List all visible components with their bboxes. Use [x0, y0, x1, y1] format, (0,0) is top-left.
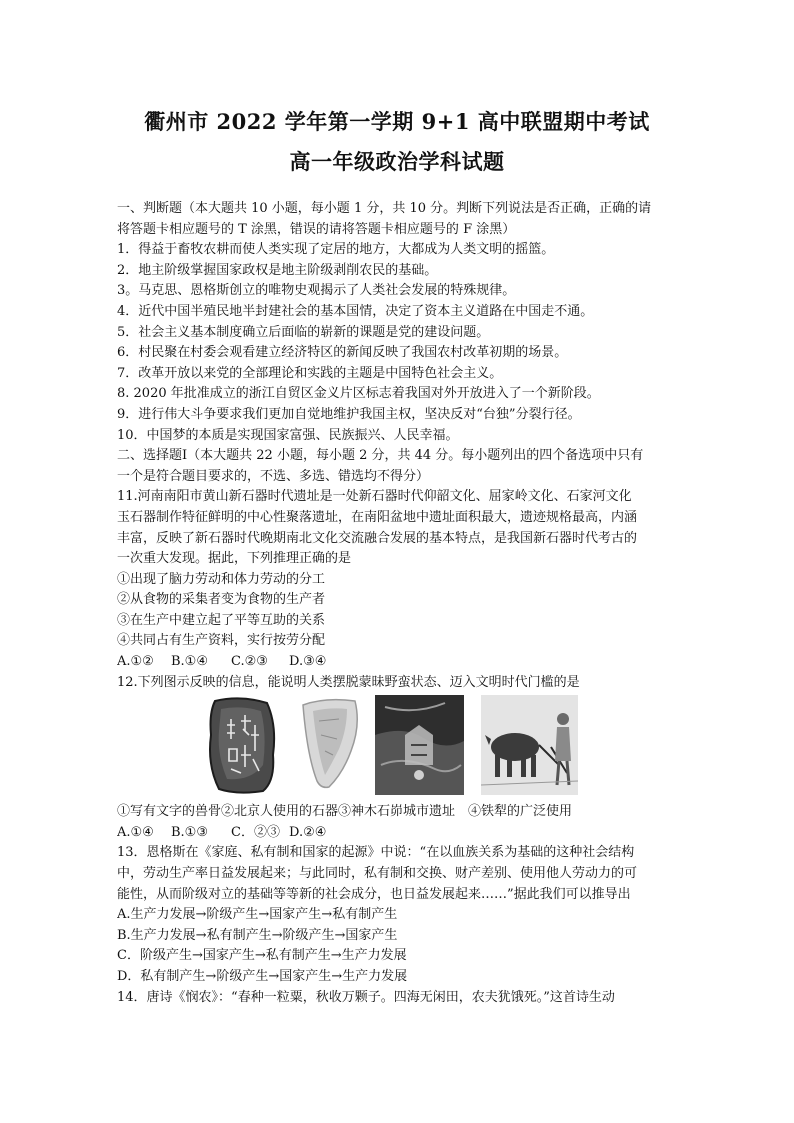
q12-captions: ①写有文字的兽骨②北京人使用的石器③神木石峁城市遗址 ④铁犁的广泛使用 [117, 804, 573, 820]
judge-item-5: 5．社会主义基本制度确立后面临的崭新的课题是党的建设问题。 [117, 324, 490, 340]
judge-item-1: 1．得益于畜牧农耕而使人类实现了定居的地方，大都成为人类文明的摇篮。 [117, 242, 555, 258]
inscribed-bone-image [201, 695, 281, 795]
q11-option-c: C.②③ [231, 654, 268, 670]
judge-item-3: 3。马克思、恩格斯创立的唯物史观揭示了人类社会发展的特殊规律。 [117, 283, 516, 299]
q13-stem-line1: 13．恩格斯在《家庭、私有制和国家的起源》中说：“在以血族关系为基础的这种社会结构 [117, 845, 635, 861]
q14-stem-line1: 14．唐诗《悯农》：“春种一粒粟，秋收万颗子。四海无闲田，农夫犹饿死。”这首诗生动 [117, 989, 615, 1005]
q12-options [117, 823, 689, 844]
q12-option-b: B.①③ [171, 824, 208, 840]
q12-option-c: C．②③ [231, 824, 280, 840]
q13-stem-line3: 能性，从而阶级对立的基础等等新的社会成分，也日益发展起来……”据此我们可以推导出 [117, 886, 631, 902]
q11-option-b: B.①④ [171, 654, 208, 670]
q11-stem-line1: 11.河南南阳市黄山新石器时代遗址是一处新石器时代仰韶文化、屈家岭文化、石家河文化 [117, 489, 632, 505]
q11-options [117, 652, 689, 673]
part1-heading-line1: 一、判断题（本大题共 10 小题，每小题 1 分，共 10 分。判断下列说法是否正确，正确的请 [117, 201, 652, 216]
q12-option-a: A.①④ [117, 824, 154, 840]
exam-subtitle: 高一年级政治学科试题 [289, 149, 505, 174]
q11-option-d: D.③④ [289, 654, 327, 670]
q12-figures [117, 695, 689, 802]
q13-stem-line2: 中，劳动生产率日益发展起来；与此同时，私有制和交换、财产差别、使用他人劳动力的可 [117, 866, 638, 882]
q11-statement-3: ③在生产中建立起了平等互助的关系 [117, 612, 326, 628]
q11-statement-1: ①出现了脑力劳动和体力劳动的分工 [117, 571, 326, 587]
judge-item-6: 6．村民聚在村委会观看建立经济特区的新闻反映了我国农村改革初期的场景。 [117, 345, 568, 361]
judge-item-8: 8. 2020 年批准成立的浙江自贸区金义片区标志着我国对外开放进入了一个新阶段。 [117, 386, 600, 402]
q12-stem: 12.下列图示反映的信息，能说明人类摆脱蒙昧野蛮状态、迈入文明时代门槛的是 [117, 674, 580, 690]
exam-body [117, 199, 689, 1008]
iron-plough-image [481, 695, 578, 795]
q12-option-d: D.②④ [289, 824, 327, 840]
q11-statement-4: ④共同占有生产资料，实行按劳分配 [117, 633, 326, 649]
q11-stem-line2: 玉石器制作特征鲜明的中心性聚落遗址，在南阳盆地中遗址面积最大，遗迹规格最高，内涵 [117, 509, 638, 525]
part2-heading-line1: 二、选择题Ⅰ（本大题共 22 小题，每小题 2 分，共 44 分。每小题列出的四个备选项中只有 [117, 448, 644, 464]
q13-option-b: B.生产力发展→私有制产生→阶级产生→国家产生 [117, 927, 398, 943]
part2-heading-line2: 一个是符合题目要求的，不选、多选、错选均不得分） [117, 468, 430, 484]
stone-tool-image [295, 695, 365, 795]
part1-heading-line2: 将答题卡相应题号的 T 涂黑，错误的请将答题卡相应题号的 F 涂黑） [117, 221, 516, 237]
q11-statement-2: ②从食物的采集者变为食物的生产者 [117, 592, 326, 608]
q13-option-a: A.生产力发展→阶级产生→国家产生→私有制产生 [117, 907, 398, 923]
judge-item-2: 2．地主阶级掌握国家政权是地主阶级剥削农民的基础。 [117, 262, 438, 278]
exam-title: 衢州市 2022 学年第一学期 9+1 高中联盟期中考试 [144, 109, 650, 134]
q11-option-a: A.①② [117, 654, 154, 670]
judge-item-10: 10．中国梦的本质是实现国家富强、民族振兴、人民幸福。 [117, 427, 459, 443]
judge-item-4: 4．近代中国半殖民地半封建社会的基本国情，决定了资本主义道路在中国走不通。 [117, 303, 594, 319]
q13-option-d: D．私有制产生→阶级产生→国家产生→生产力发展 [117, 969, 408, 984]
city-ruins-image [375, 695, 464, 795]
q13-option-c: C．阶级产生→国家产生→私有制产生→生产力发展 [117, 948, 407, 964]
judge-item-9: 9．进行伟大斗争要求我们更加自觉地维护我国主权，坚决反对“台独”分裂行径。 [117, 406, 581, 422]
judge-item-7: 7．改革开放以来党的全部理论和实践的主题是中国特色社会主义。 [117, 365, 503, 381]
q11-stem-line3: 丰富，反映了新石器时代晚期南北文化交流融合发展的基本特点，是我国新石器时代考古的 [117, 530, 638, 546]
q11-stem-line4: 一次重大发现。据此，下列推理正确的是 [117, 551, 352, 567]
